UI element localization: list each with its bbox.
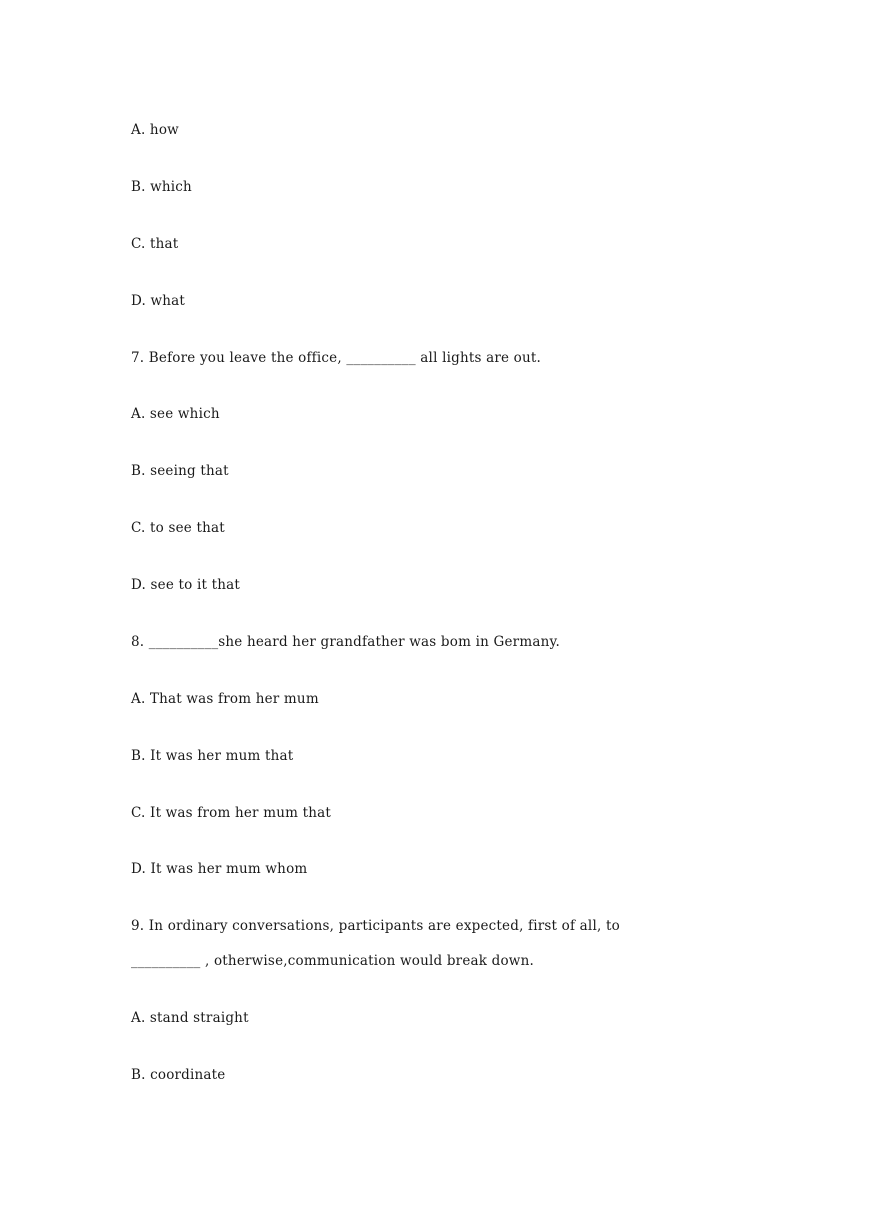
q8-option-d: D. It was her mum whom	[131, 861, 308, 877]
question-9-line-1: 9. In ordinary conversations, participants are expected, first of all, to	[131, 918, 620, 934]
option-d-what: D. what	[131, 293, 186, 309]
q8-option-c: C. It was from her mum that	[131, 805, 331, 821]
q8-option-a: A. That was from her mum	[131, 691, 319, 707]
question-7: 7. Before you leave the office, __________ all lights are out.	[131, 350, 542, 366]
option-c-that: C. that	[131, 236, 179, 252]
q9-option-a: A. stand straight	[131, 1010, 249, 1026]
question-9-line-2: __________ , otherwise,communication would break down.	[131, 953, 534, 969]
q7-option-b: B. seeing that	[131, 463, 229, 479]
option-a-how: A. how	[131, 122, 179, 138]
q7-option-c: C. to see that	[131, 520, 225, 536]
q9-option-b: B. coordinate	[131, 1067, 226, 1083]
option-b-which: B. which	[131, 179, 192, 195]
q7-option-a: A. see which	[131, 406, 220, 422]
q7-option-d: D. see to it that	[131, 577, 240, 593]
question-8: 8. __________she heard her grandfather was bom in Germany.	[131, 634, 560, 650]
q8-option-b: B. It was her mum that	[131, 748, 294, 764]
